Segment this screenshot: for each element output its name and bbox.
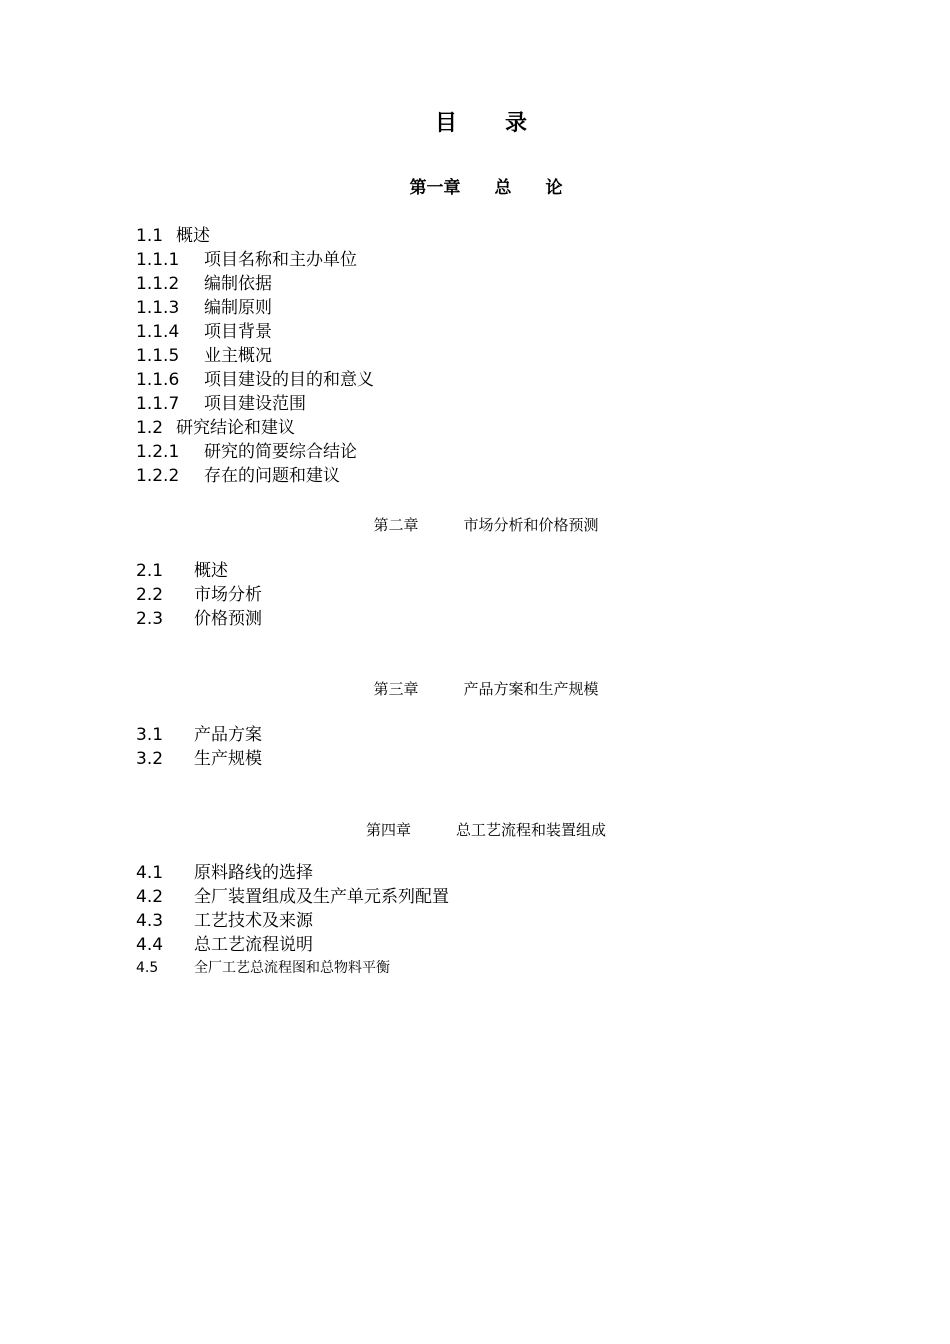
toc-entry-number: 4.5 [136, 960, 159, 976]
toc-entry-text: 研究的简要综合结论 [204, 442, 357, 462]
toc-entry-number: 1.2 [136, 418, 164, 438]
toc-entry-text: 项目名称和主办单位 [204, 250, 357, 270]
toc-entry-text: 项目建设的目的和意义 [204, 370, 374, 390]
toc-entry-number: 1.2.1 [136, 442, 180, 462]
toc-entry-text: 概述 [176, 226, 210, 246]
toc-entry-number: 4.1 [136, 863, 164, 883]
toc-entry[interactable] [136, 272, 272, 296]
toc-entry-number: 2.1 [136, 561, 164, 581]
toc-entry-text: 全厂工艺总流程图和总物料平衡 [194, 960, 390, 976]
toc-entry[interactable] [136, 607, 262, 631]
toc-entry[interactable] [136, 861, 313, 885]
toc-entry-text: 项目背景 [204, 322, 272, 342]
chapter-1-heading: 第一章 总 论 [409, 178, 563, 198]
toc-entry[interactable] [136, 368, 374, 392]
toc-entry-text: 项目建设范围 [204, 394, 306, 414]
toc-entry[interactable] [136, 392, 306, 416]
chapter-2-heading: 第二章 市场分析和价格预测 [373, 516, 599, 534]
toc-entry-number: 1.1.5 [136, 346, 180, 366]
toc-entry[interactable] [136, 344, 272, 368]
toc-entry[interactable] [136, 956, 390, 980]
toc-entry-number: 1.1.3 [136, 298, 180, 318]
toc-entry-text: 业主概况 [204, 346, 272, 366]
toc-entry-number: 1.1.7 [136, 394, 180, 414]
toc-entry-text: 总工艺流程说明 [194, 935, 313, 955]
toc-entry[interactable] [136, 320, 272, 344]
toc-entry[interactable] [136, 440, 357, 464]
page-title: 目录 [434, 111, 575, 136]
toc-entry-text: 全厂装置组成及生产单元系列配置 [194, 887, 449, 907]
toc-entry[interactable] [136, 464, 340, 488]
toc-entry-number: 4.2 [136, 887, 164, 907]
toc-entry-text: 生产规模 [194, 749, 262, 769]
toc-entry-number: 1.1.1 [136, 250, 180, 270]
toc-entry-text: 市场分析 [194, 585, 262, 605]
toc-entry[interactable] [136, 296, 272, 320]
toc-entry-text: 存在的问题和建议 [204, 466, 340, 486]
toc-entry-number: 2.2 [136, 585, 164, 605]
toc-entry-number: 1.1.6 [136, 370, 180, 390]
toc-entry-number: 4.4 [136, 935, 164, 955]
toc-entry-text: 工艺技术及来源 [194, 911, 313, 931]
toc-entry-text: 概述 [194, 561, 228, 581]
toc-entry-number: 1.1.4 [136, 322, 180, 342]
toc-entry-text: 编制依据 [204, 274, 272, 294]
toc-entry-text: 研究结论和建议 [176, 418, 295, 438]
toc-entry-number: 3.1 [136, 725, 164, 745]
toc-entry[interactable] [136, 248, 357, 272]
toc-entry[interactable] [136, 559, 228, 583]
toc-entry-text: 产品方案 [194, 725, 262, 745]
toc-entry-text: 价格预测 [194, 609, 262, 629]
toc-entry-number: 3.2 [136, 749, 164, 769]
toc-entry-number: 1.1.2 [136, 274, 180, 294]
toc-entry[interactable] [136, 885, 449, 909]
chapter-3-heading: 第三章 产品方案和生产规模 [373, 680, 599, 698]
toc-entry-number: 1.2.2 [136, 466, 180, 486]
toc-entry[interactable] [136, 416, 295, 440]
toc-entry-text: 编制原则 [204, 298, 272, 318]
toc-entry[interactable] [136, 224, 210, 248]
toc-entry[interactable] [136, 583, 262, 607]
chapter-4-heading: 第四章 总工艺流程和装置组成 [365, 821, 606, 839]
toc-entry-number: 2.3 [136, 609, 164, 629]
toc-entry[interactable] [136, 909, 313, 933]
toc-entry[interactable] [136, 933, 313, 957]
toc-entry[interactable] [136, 723, 262, 747]
toc-entry[interactable] [136, 747, 262, 771]
toc-entry-number: 1.1 [136, 226, 164, 246]
toc-entry-number: 4.3 [136, 911, 164, 931]
toc-entry-text: 原料路线的选择 [194, 863, 313, 883]
